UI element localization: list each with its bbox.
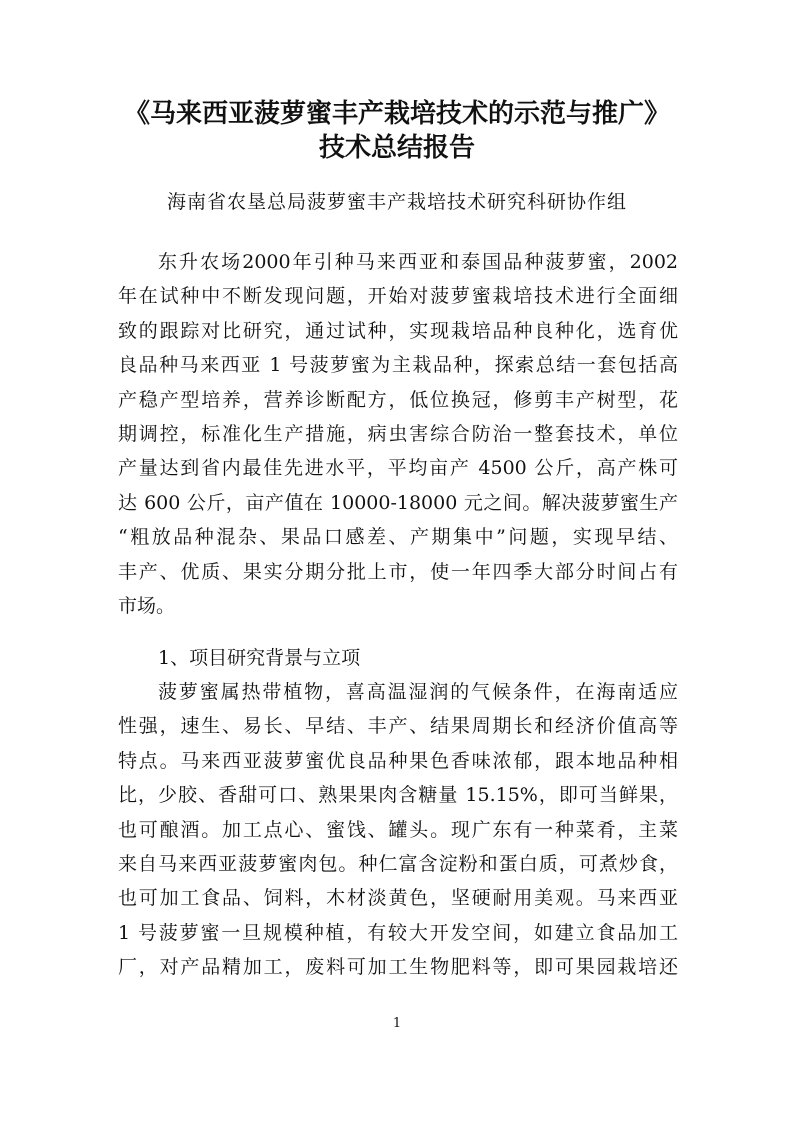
paragraph-line: 也可酿酒。加工点心、蜜饯、罐头。现广东有一种菜肴，主菜: [118, 818, 678, 841]
document-title-line-1: 《马来西亚菠萝蜜丰产栽培技术的示范与推广》: [123, 99, 670, 129]
paragraph-line: 来自马来西亚菠萝蜜肉包。种仁富含淀粉和蛋白质，可煮炒食，: [118, 853, 678, 876]
paragraph-line: 特点。马来西亚菠萝蜜优良品种果色香味浓郁，跟本地品种相: [118, 749, 678, 772]
paragraph-line: 丰产、优质、果实分期分批上市，使一年四季大部分时间占有: [118, 560, 678, 583]
paragraph-line: 厂，对产品精加工，废料可加工生物肥料等，即可果园栽培还: [118, 956, 678, 979]
paragraph-intro: [118, 245, 678, 623]
paragraph-line: 菠萝蜜属热带植物，喜高温湿润的气候条件，在海南适应: [158, 681, 678, 703]
section-heading: [118, 641, 678, 675]
paragraph-line: 也可加工食品、饲料，木材淡黄色，坚硬耐用美观。马来西亚: [118, 887, 678, 910]
paragraph-line: 性强，速生、易长、早结、丰产、结果周期长和经济价值高等: [118, 715, 678, 738]
paragraph-line: 良品种马来西亚 1 号菠萝蜜为主栽品种，探索总结一套包括高: [118, 354, 678, 377]
page-number: 1: [392, 1016, 402, 1031]
paragraph-background: [118, 675, 678, 985]
paragraph-line: 产稳产型培养，营养诊断配方，低位换冠，修剪丰产树型，花: [118, 388, 678, 411]
paragraph-line: 达 600 公斤，亩产值在 10000-18000 元之间。解决菠萝蜜生产: [118, 491, 678, 514]
paragraph-line: 致的跟踪对比研究，通过试种，实现栽培品种良种化，选育优: [118, 319, 678, 342]
document-author: 海南省农垦总局菠萝蜜丰产栽培技术研究科研协作组: [166, 191, 627, 213]
section-heading-text: 1、项目研究背景与立项: [158, 647, 361, 669]
paragraph-line: 1 号菠萝蜜一旦规模种植，有较大开发空间，如建立食品加工: [118, 921, 678, 944]
paragraph-line: 东升农场2000年引种马来西亚和泰国品种菠萝蜜，2002: [158, 251, 678, 273]
paragraph-line: 期调控，标准化生产措施，病虫害综合防治一整套技术，单位: [118, 423, 678, 446]
paragraph-line: 市场。: [118, 595, 176, 618]
document-title-line-2: 技术总结报告: [318, 133, 475, 163]
paragraph-line: 比，少胶、香甜可口、熟果果肉含糖量 15.15%，即可当鲜果，: [118, 784, 678, 807]
paragraph-line: 产量达到省内最佳先进水平，平均亩产 4500 公斤，高产株可: [118, 457, 678, 480]
paragraph-line: 年在试种中不断发现问题，开始对菠萝蜜栽培技术进行全面细: [118, 285, 678, 308]
paragraph-line: “粗放品种混杂、果品口感差、产期集中”问题，实现早结、: [118, 526, 678, 549]
